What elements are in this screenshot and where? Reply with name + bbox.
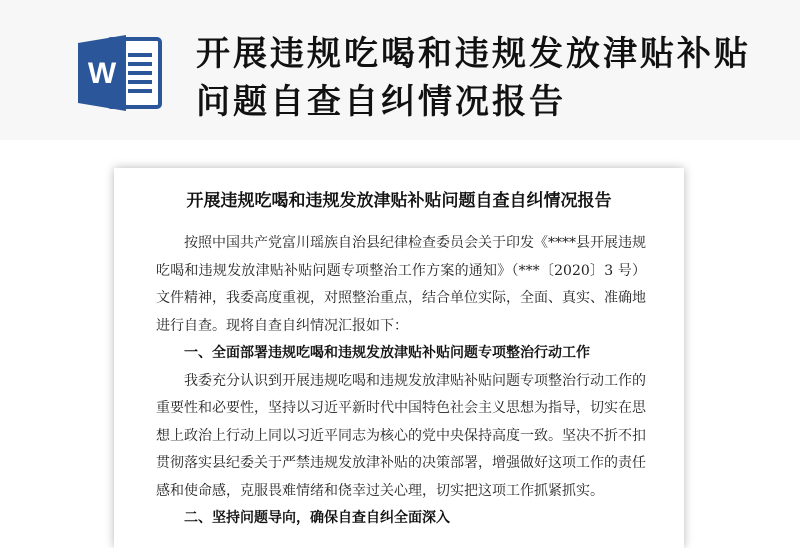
intro-paragraph: 按照中国共产党富川瑶族自治县纪律检查委员会关于印发《****县开展违规吃喝和违规发放津贴补贴问题专项整治工作方案的通知》（***〔2020〕3 号）文件精神，我委高度重视，对照整治重点，结合单位实际，全面、真实、准确地进行自查。现将自查自纠情况汇报如下： — [156, 235, 646, 334]
section-1-heading: 一、全面部署违规吃喝和违规发放津贴补贴问题专项整治行动工作 — [184, 345, 590, 361]
section-1-paragraph: 我委充分认识到开展违规吃喝和违规发放津贴补贴问题专项整治行动工作的重要性和必要性，坚持以习近平新时代中国特色社会主义思想为指导，切实在思想上政治上行动上同以习近平同志为核心的党中央保持高度一致。坚决不折不扣贯彻落实县纪委关于严禁违规发放津补贴的决策部署，增强做好这项工作的责任感和使命感，克服畏难情绪和侥幸过关心理，切实把这项工作抓紧抓实。 — [156, 372, 646, 499]
document-page — [114, 168, 684, 548]
header-banner — [0, 0, 800, 140]
svg-text:W: W — [87, 57, 117, 90]
word-document-icon — [76, 33, 164, 113]
document-title: 开展违规吃喝和违规发放津贴补贴问题自查自纠情况报告 — [186, 191, 612, 211]
document-body — [156, 230, 646, 533]
header-title: 开展违规吃喝和违规发放津贴补贴问题自查自纠情况报告 — [196, 34, 751, 122]
section-2-heading: 二、坚持问题导向，确保自查自纠全面深入 — [184, 510, 450, 526]
